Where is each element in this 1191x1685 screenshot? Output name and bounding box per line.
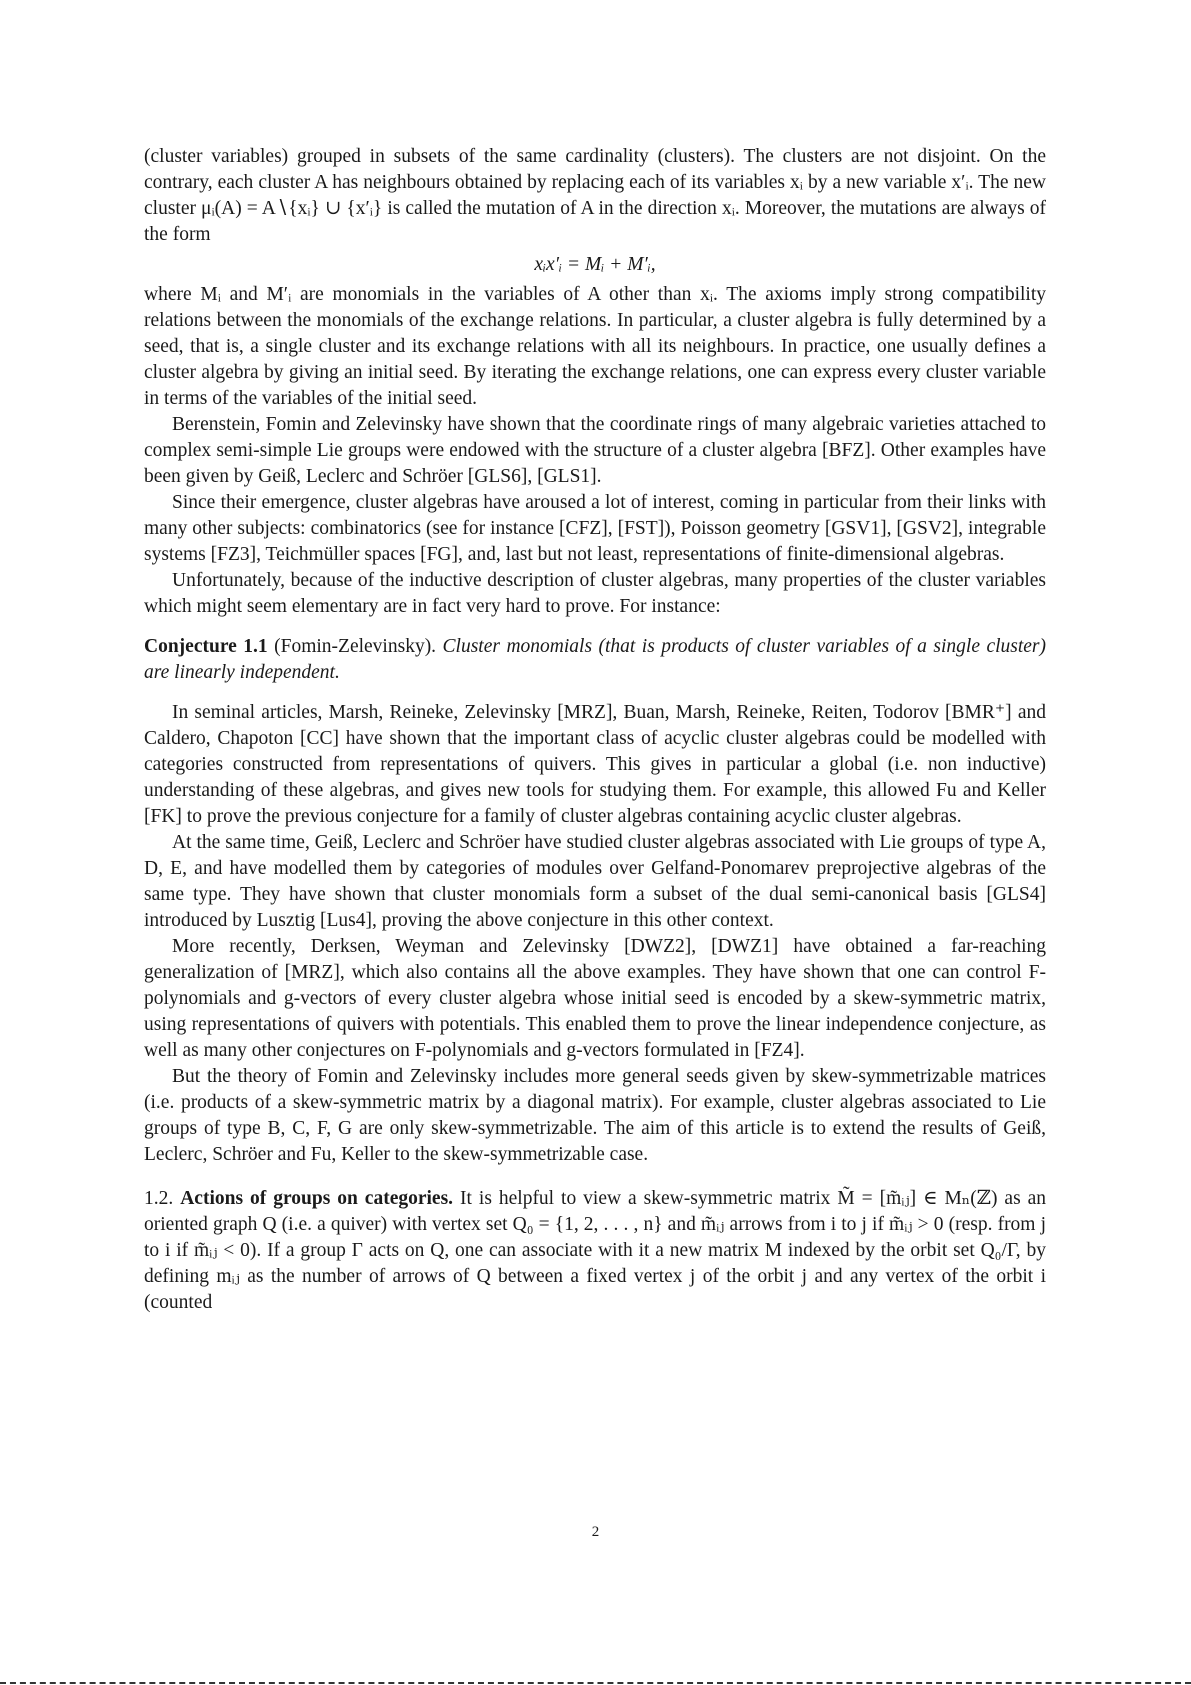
- bottom-divider: [0, 1682, 1191, 1684]
- paragraph-4: Since their emergence, cluster algebras have aroused a lot of interest, coming in particular from their links with many other subjects: combinatorics (see for instance [CFZ], [FST]), Poisson geometry [GSV1], [GSV2], integrable systems [FZ3], Teichmüller spaces [FG], and, last but not least, representations of finite-dimensional algebras.: [144, 492, 1046, 565]
- paragraph-6: In seminal articles, Marsh, Reineke, Zelevinsky [MRZ], Buan, Marsh, Reineke, Reiten, Todorov [BMR⁺] and Caldero, Chapoton [CC] have shown that the important class of acyclic cluster algebras could be modelled with categories constructed from representations of quivers. This gives in particular a global (i.e. non inductive) understanding of these algebras, and gives new tools for studying them. For example, this allowed Fu and Keller [FK] to prove the previous conjecture for a family of cluster algebras containing acyclic cluster algebras.: [144, 702, 1046, 827]
- paragraph-2: where Mᵢ and M′ᵢ are monomials in the variables of A other than xᵢ. The axioms imply strong compatibility relations between the monomials of the exchange relations. In particular, a cluster algebra is fully determined by a seed, that is, a single cluster and its exchange relations with all its neighbours. In practice, one usually defines a cluster algebra by giving an initial seed. By iterating the exchange relations, one can express every cluster variable in terms of the variables of the initial seed.: [144, 284, 1046, 409]
- page-body: [144, 144, 1046, 1316]
- conjecture-1-1: [144, 634, 1046, 686]
- conjecture-attribution: (Fomin-Zelevinsky).: [274, 636, 437, 657]
- conjecture-statement: Cluster monomials (that is products of cluster variables of a single cluster) are linearly independent.: [144, 636, 1047, 683]
- section-number: 1.2.: [144, 1188, 174, 1209]
- paragraph-9: But the theory of Fomin and Zelevinsky includes more general seeds given by skew-symmetrizable matrices (i.e. products of a skew-symmetric matrix by a diagonal matrix). For example, cluster algebras associated to Lie groups of type B, C, F, G are only skew-symmetrizable. The aim of this article is to extend the results of Geiß, Leclerc, Schröer and Fu, Keller to the skew-symmetrizable case.: [144, 1066, 1046, 1165]
- paragraph-1: (cluster variables) grouped in subsets of the same cardinality (clusters). The clusters are not disjoint. On the contrary, each cluster A has neighbours obtained by replacing each of its variables xᵢ by a new variable x′ᵢ. The new cluster μᵢ(A) = A∖{xᵢ} ∪ {x′ᵢ} is called the mutation of A in the direction xᵢ. Moreover, the mutations are always of the form: [144, 146, 1046, 245]
- exchange-relation-equation: xᵢx′ᵢ = Mᵢ + M′ᵢ,: [534, 254, 656, 275]
- conjecture-label: Conjecture 1.1: [144, 636, 268, 657]
- section-1-2: [144, 1186, 1046, 1316]
- paragraph-3: Berenstein, Fomin and Zelevinsky have shown that the coordinate rings of many algebraic varieties attached to complex semi-simple Lie groups were endowed with the structure of a cluster algebra [BFZ]. Other examples have been given by Geiß, Leclerc and Schröer [GLS6], [GLS1].: [144, 414, 1046, 487]
- paragraph-8: More recently, Derksen, Weyman and Zelevinsky [DWZ2], [DWZ1] have obtained a far-reaching generalization of [MRZ], which also contains all the above examples. They have shown that one can control F-polynomials and g-vectors of every cluster algebra whose initial seed is encoded by a skew-symmetric matrix, using representations of quivers with potentials. This enabled them to prove the linear independence conjecture, as well as many other conjectures on F-polynomials and g-vectors formulated in [FZ4].: [144, 936, 1046, 1061]
- page-number: 2: [591, 1524, 600, 1540]
- paragraph-10: It is helpful to view a skew-symmetric matrix M̃ = [m̃ᵢⱼ] ∈ Mₙ(ℤ) as an oriented graph Q (i.e. a quiver) with vertex set Q₀ = {1, 2, . . . , n} and m̃ᵢⱼ arrows from i to j if m̃ᵢⱼ > 0 (resp. from j to i if m̃ᵢⱼ < 0). If a group Γ acts on Q, one can associate with it a new matrix M indexed by the orbit set Q₀/Γ, by defining mᵢⱼ as the number of arrows of Q between a fixed vertex j of the orbit j and any vertex of the orbit i (counted: [144, 1188, 1047, 1313]
- paragraph-7: At the same time, Geiß, Leclerc and Schröer have studied cluster algebras associated with Lie groups of type A, D, E, and have modelled them by categories of modules over Gelfand-Ponomarev preprojective algebras of the same type. They have shown that cluster monomials form a subset of the dual semi-canonical basis [GLS4] introduced by Lusztig [Lus4], proving the above conjecture in this other context.: [144, 832, 1046, 931]
- section-title: Actions of groups on categories.: [180, 1188, 454, 1209]
- paragraph-5: Unfortunately, because of the inductive description of cluster algebras, many properties of the cluster variables which might seem elementary are in fact very hard to prove. For instance:: [144, 570, 1046, 617]
